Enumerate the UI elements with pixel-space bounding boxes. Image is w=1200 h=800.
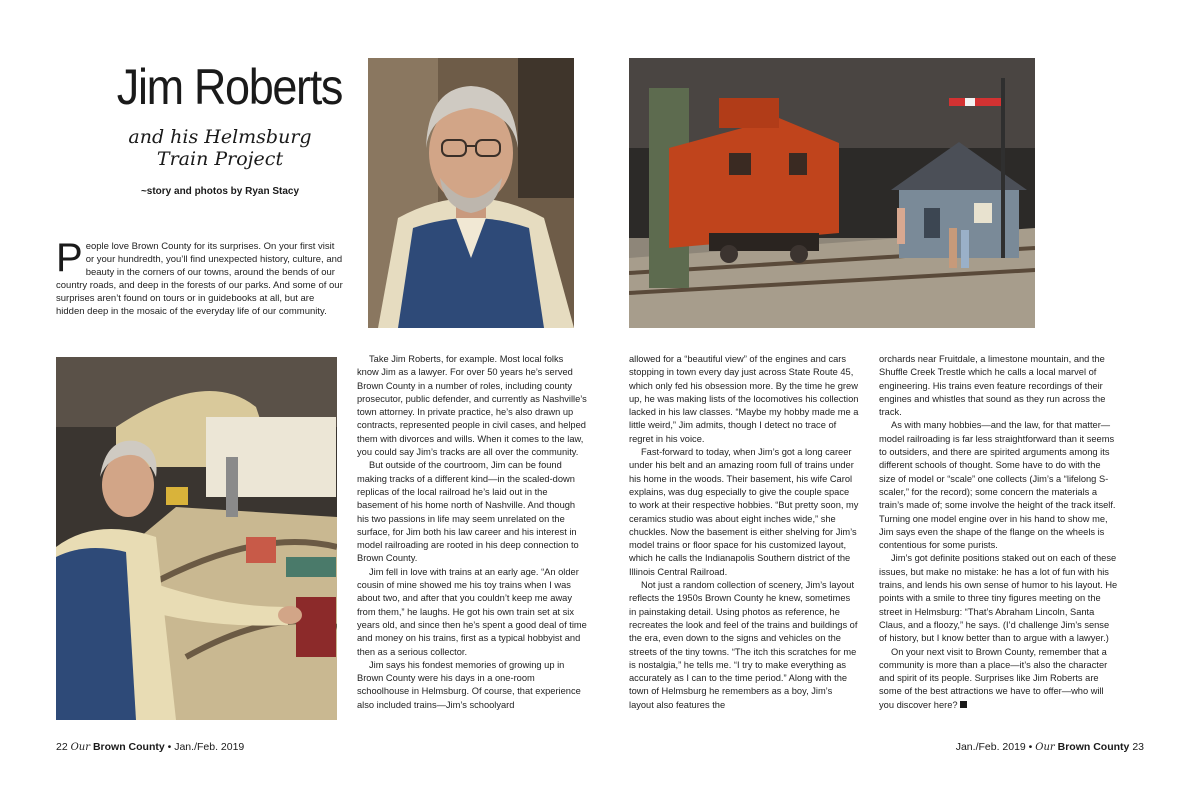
page-number-right: 23: [1132, 741, 1144, 753]
paragraph: Jim says his fondest memories of growing up in Brown County were his days in a one-room schoolhouse in Helmsburg. Of course, that experience also included trains—Jim’s schoolyard: [357, 659, 581, 710]
subtitle-line-1: and his Helmsburg: [128, 126, 312, 148]
text-column-3: [879, 353, 1119, 712]
page-number-left: 22: [56, 741, 68, 753]
paragraph: Take Jim Roberts, for example. Most local folks know Jim as a lawyer. For over 50 years he’s served Brown County in a number of roles, including county prosecutor, public defender, and currently as Nashville’s town attorney. In private practice, he’s also drawn up contracts, represented people in civil cases, and helped them with divorces and wills. When it comes to the law, you could say Jim’s tracks are all over the community.: [357, 354, 587, 458]
issue-date-left: • Jan./Feb. 2019: [167, 741, 245, 753]
paragraph: Not just a random collection of scenery, Jim’s layout reflects the 1950s Brown County he knew, sometimes in painstaking detail. Using photos as reference, he recreates the look and feel of the trains and buildings of the era, even down to the signs and vehicles on the streets of the tiny towns. “The itch this scratches for me is nostalgia,” he tells me. “I try to make everything as accurately as I can to the time period.” Along with the town of Helmsburg he remembers as a boy, Jim’s layout also features the: [629, 580, 858, 710]
intro-paragraph: [56, 236, 344, 318]
closing-text: On your next visit to Brown County, remember that a community is more than a place—it’s also the character and spirit of its people. Surprises like Jim Roberts are some of the best attractions we have to offer—who will you discover here?: [879, 646, 1108, 710]
byline: ~story and photos by Ryan Stacy: [140, 186, 300, 197]
end-mark-icon: [960, 701, 967, 708]
issue-date-right: Jan./Feb. 2019 •: [955, 741, 1033, 753]
magazine-name-left: Brown County: [92, 741, 165, 753]
subtitle-line-2: Train Project: [156, 148, 284, 170]
paragraph: allowed for a “beautiful view” of the engines and cars stopping in town every day just across State Route 45, which only fed his obsession more. By the time he grew up, he was making lists of the locomotives his collection lacked in his law classes. “Maybe my hobby made me a little weird,” Jim admits, though I detect no trace of regret in his voice.: [629, 354, 859, 444]
paragraph: But outside of the courtroom, Jim can be found making tracks of a different kind—in the scaled-down replicas of the local railroad he’s laid out in the basement of his home north of Nashville. And though his two passions in life may seem unrelated on the surface, for Jim both his law career and his interest in model railroading are rooted in his deep connection to Brown County.: [357, 460, 579, 564]
caboose-photo: [629, 58, 1035, 328]
paragraph: orchards near Fruitdale, a limestone mountain, and the Shuffle Creek Trestle which he calls a local marvel of engineering. His trains even feature recordings of their engines and whistles that sound as they run across the track.: [879, 354, 1106, 418]
magazine-name-right: Brown County: [1057, 741, 1130, 753]
article-title: Jim Roberts: [116, 59, 342, 115]
paragraph: As with many hobbies—and the law, for that matter—model railroading is far less straightforward than it seems to outsiders, and there are spirited arguments among its different schools of thought. Some have to do with the size of model or “scale” one collects (Jim’s a “lifelong S-scaler,” for the record); some concern the materials a train’s made of; some involve the height of the track itself. Turning one model engine over in his hand to show me, Jim says even the shape of the flange on the wheels is contentious for some purists.: [879, 420, 1116, 551]
footer-script-left: Our: [70, 742, 91, 753]
footer-left: [56, 741, 244, 753]
text-column-1: [357, 353, 587, 712]
intro-text: eople love Brown County for its surprises. On your first visit or your hundredth, you’ll find unexpected history, culture, and beauty in the corners of our towns, around the bends of our country roads, and deep in the forests of our parks. And some of our surprises aren’t found on tours or in guidebooks at all, but are hidden deep in the mosaic of the everyday life of our community.: [56, 241, 343, 317]
text-column-2: [629, 353, 859, 712]
portrait-photo: [368, 58, 574, 328]
paragraph: Jim fell in love with trains at an early age. “An older cousin of mine showed me his toy trains when I was about two, and after that you couldn’t keep me away from them,” he laughs. He got his own train set at six years old, and since then he’s spent a good deal of time and money on his trains, first as a typical hobbyist and then as a serious collector.: [357, 566, 587, 657]
paragraph: Jim’s got definite positions staked out on each of these issues, but make no mistake: he has a lot of fun with his trains, and lends his own sense of humor to his layout. He points with a smile to three tiny figures meeting on the street in Helmsburg: “That’s Abraham Lincoln, Santa Claus, and a floozy,” he says. (I’d challenge Jim’s sense of history, but I know better than to argue with a lawyer.): [879, 553, 1118, 644]
paragraph: [879, 646, 1119, 712]
layout-photo: [56, 357, 337, 720]
footer-script-right: Our: [1035, 742, 1055, 753]
paragraph: Fast-forward to today, when Jim’s got a long career under his belt and an amazing room full of trains under his home in the woods. Their basement, his wife Carol explains, was dug especially to give the couple space to work at their respective hobbies. “But pretty soon, my ceramics studio was about eight inches wide,” she chuckles. Now the basement is either shelving for Jim’s model trains or floor space for his customized layout, which he calls the Indianapolis Southern district of the Illinois Central Railroad.: [629, 447, 859, 577]
drop-cap: P: [56, 236, 83, 280]
footer-right: [956, 741, 1144, 753]
article-subtitle: [100, 126, 340, 170]
